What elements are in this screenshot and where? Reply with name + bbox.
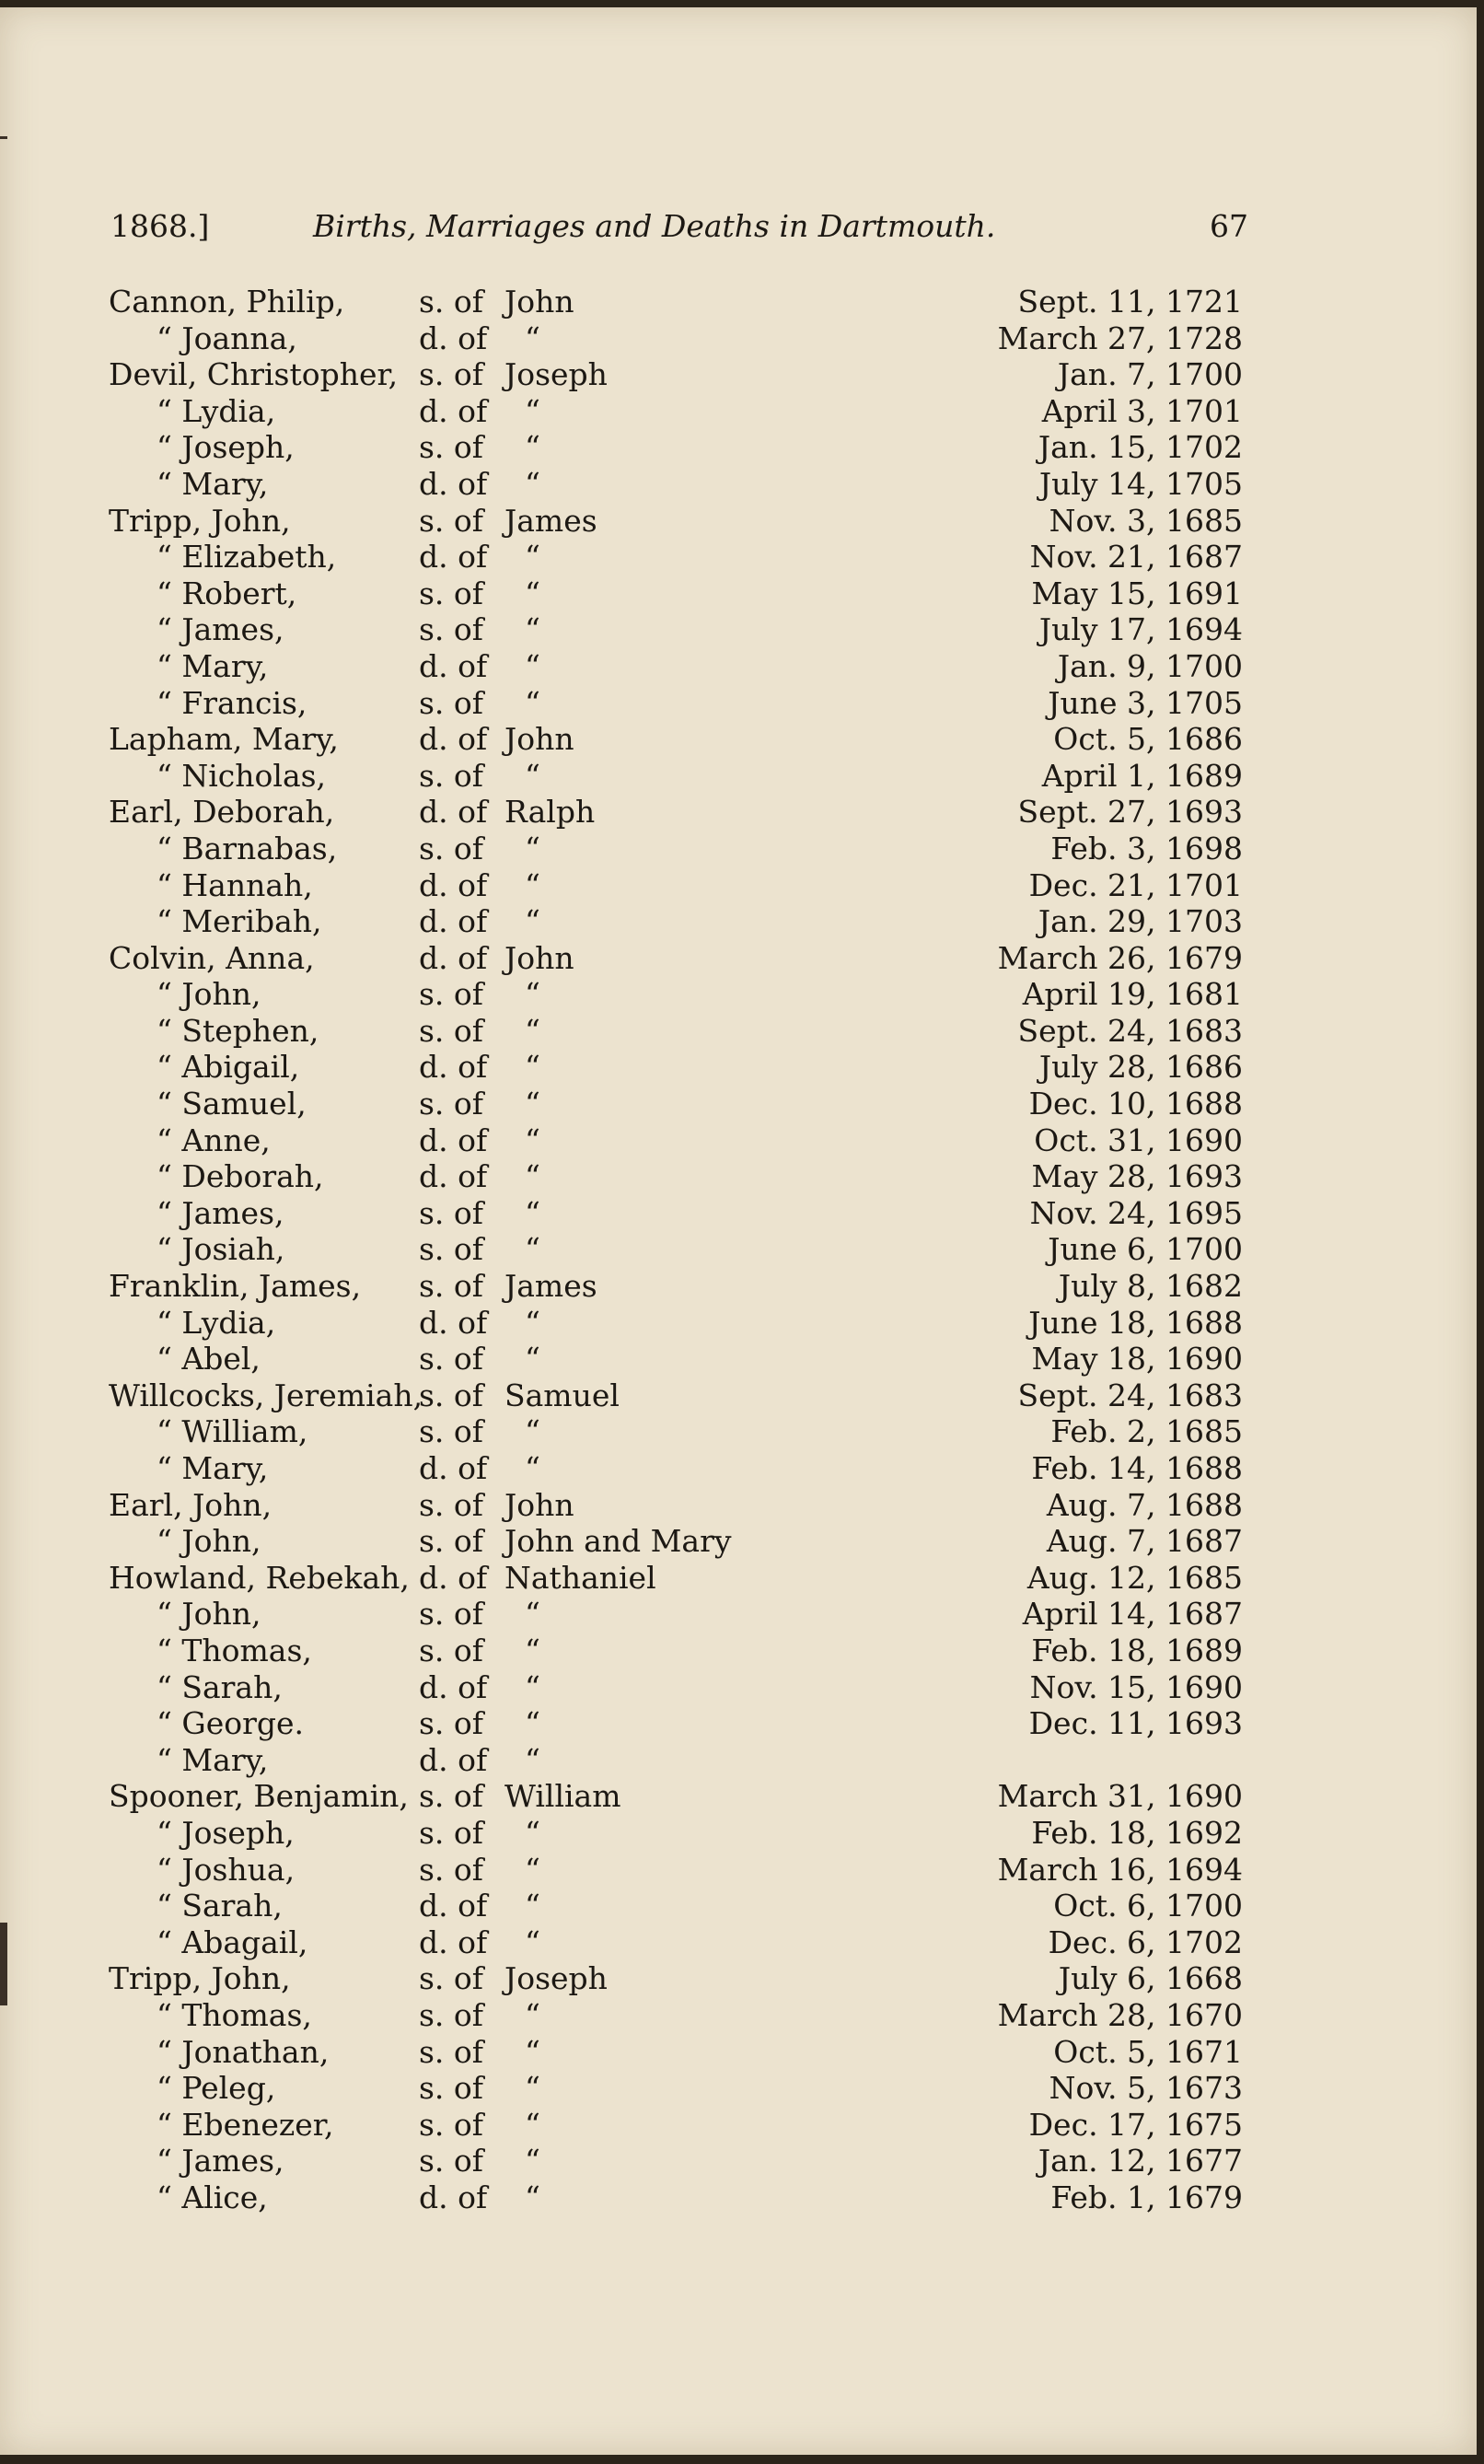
record-parent: “ <box>525 1851 540 1888</box>
record-row <box>0 867 1477 904</box>
record-relation: d. of <box>419 539 488 575</box>
record-row <box>0 1231 1477 1268</box>
record-parent: “ <box>525 320 540 356</box>
record-date: Feb. 1, 1679 <box>1050 2179 1243 2215</box>
record-date: Feb. 3, 1698 <box>1050 830 1243 866</box>
record-row <box>0 1049 1477 1086</box>
record-row <box>0 429 1477 466</box>
record-date: Jan. 15, 1702 <box>1038 429 1243 466</box>
record-name: “ Jonathan, <box>157 2033 330 2070</box>
record-parent: “ <box>525 1741 540 1778</box>
record-name: “ Samuel, <box>157 1086 307 1122</box>
record-name: “ John, <box>157 1596 261 1633</box>
record-name: Willcocks, Jeremiah, <box>109 1377 423 1413</box>
header-year: 1868.] <box>110 208 210 244</box>
record-date: Nov. 15, 1690 <box>1029 1668 1243 1705</box>
record-date: June 3, 1705 <box>1048 684 1243 721</box>
record-row <box>0 2179 1477 2216</box>
record-parent: John <box>504 284 574 320</box>
record-parent: “ <box>525 1596 540 1633</box>
record-row <box>0 1742 1477 1779</box>
record-name: Lapham, Mary, <box>109 721 339 758</box>
record-name: “ Abagail, <box>157 1924 308 1960</box>
record-date: Jan. 12, 1677 <box>1038 2143 1243 2179</box>
record-parent: “ <box>525 830 540 866</box>
record-date: Sept. 24, 1683 <box>1017 1012 1243 1049</box>
record-relation: s. of <box>419 1778 483 1815</box>
record-relation: d. of <box>419 1888 488 1924</box>
record-parent: “ <box>525 1012 540 1049</box>
record-row <box>0 685 1477 722</box>
record-parent: “ <box>525 1413 540 1450</box>
record-name: “ Mary, <box>157 1741 269 1778</box>
record-relation: d. of <box>419 794 488 831</box>
record-parent: “ <box>525 1304 540 1341</box>
record-relation: d. of <box>419 939 488 976</box>
record-date: Nov. 5, 1673 <box>1049 2070 1243 2107</box>
record-date: Dec. 21, 1701 <box>1028 866 1243 903</box>
record-row <box>0 611 1477 648</box>
record-row <box>0 1487 1477 1524</box>
book-page <box>0 7 1477 2455</box>
record-parent: James <box>504 1268 597 1305</box>
record-date: Oct. 5, 1671 <box>1053 2033 1243 2070</box>
record-row <box>0 284 1477 320</box>
record-row <box>0 503 1477 540</box>
record-date: Jan. 29, 1703 <box>1038 903 1243 940</box>
record-name: “ John, <box>157 976 261 1013</box>
record-name: “ Mary, <box>157 647 269 684</box>
record-row <box>0 1705 1477 1742</box>
record-row <box>0 1852 1477 1889</box>
record-date: Nov. 24, 1695 <box>1029 1194 1243 1231</box>
record-name: “ Francis, <box>157 684 307 721</box>
record-row <box>0 1122 1477 1159</box>
record-name: “ Joshua, <box>157 1851 296 1888</box>
record-relation: d. of <box>419 721 488 758</box>
record-date: Oct. 31, 1690 <box>1034 1122 1243 1158</box>
record-relation: d. of <box>419 1122 488 1158</box>
record-parent: Samuel <box>504 1377 620 1413</box>
record-relation: s. of <box>419 684 483 721</box>
record-date: Feb. 18, 1692 <box>1031 1814 1243 1851</box>
record-parent: “ <box>525 2106 540 2143</box>
record-date: July 28, 1686 <box>1038 1049 1243 1086</box>
record-parent: James <box>504 502 597 539</box>
record-name: “ Hannah, <box>157 866 313 903</box>
record-name: “ Josiah, <box>157 1231 285 1268</box>
record-row <box>0 794 1477 831</box>
record-date: March 26, 1679 <box>997 939 1243 976</box>
record-row <box>0 1158 1477 1195</box>
record-name: “ Mary, <box>157 465 269 502</box>
record-row <box>0 1341 1477 1377</box>
record-relation: s. of <box>419 1814 483 1851</box>
record-row <box>0 940 1477 977</box>
record-row <box>0 1523 1477 1560</box>
record-row <box>0 903 1477 940</box>
record-parent: Ralph <box>504 794 596 831</box>
record-parent: “ <box>525 2033 540 2070</box>
record-row <box>0 1450 1477 1487</box>
header-title: Births, Marriages and Deaths in Dartmouth. <box>313 208 996 244</box>
record-relation: s. of <box>419 2143 483 2179</box>
record-date: July 14, 1705 <box>1038 465 1243 502</box>
record-name: “ Barnabas, <box>157 830 338 866</box>
record-row <box>0 2034 1477 2071</box>
record-relation: s. of <box>419 830 483 866</box>
record-relation: s. of <box>419 757 483 794</box>
record-name: “ James, <box>157 2143 284 2179</box>
record-name: “ James, <box>157 1194 284 1231</box>
record-parent: “ <box>525 2179 540 2215</box>
record-relation: d. of <box>419 1559 488 1596</box>
record-name: “ Alice, <box>157 2179 268 2215</box>
record-relation: d. of <box>419 903 488 940</box>
record-row <box>0 976 1477 1013</box>
record-parent: “ <box>525 757 540 794</box>
record-row <box>0 758 1477 795</box>
record-parent: “ <box>525 465 540 502</box>
record-relation: s. of <box>419 1596 483 1633</box>
record-row <box>0 2143 1477 2179</box>
record-date: Aug. 12, 1685 <box>1026 1559 1243 1596</box>
record-row <box>0 393 1477 430</box>
record-date: Jan. 9, 1700 <box>1057 647 1243 684</box>
record-row <box>0 356 1477 393</box>
record-relation: d. of <box>419 392 488 429</box>
record-parent: “ <box>525 611 540 648</box>
record-parent: “ <box>525 1194 540 1231</box>
record-date: Sept. 27, 1693 <box>1017 794 1243 831</box>
record-date: Dec. 17, 1675 <box>1028 2106 1243 2143</box>
record-name: Tripp, John, <box>109 502 291 539</box>
record-parent: “ <box>525 1632 540 1668</box>
record-relation: s. of <box>419 976 483 1013</box>
record-row <box>0 1997 1477 2034</box>
record-name: “ Lydia, <box>157 392 276 429</box>
record-row <box>0 1669 1477 1706</box>
record-relation: s. of <box>419 502 483 539</box>
record-date: May 18, 1690 <box>1031 1341 1243 1377</box>
record-name: “ Thomas, <box>157 1632 312 1668</box>
record-row <box>0 1596 1477 1633</box>
record-row <box>0 1633 1477 1669</box>
record-relation: s. of <box>419 1996 483 2033</box>
record-date: June 6, 1700 <box>1048 1231 1243 1268</box>
record-row <box>0 539 1477 575</box>
record-parent: John <box>504 1486 574 1523</box>
record-relation: s. of <box>419 1377 483 1413</box>
record-date: Aug. 7, 1687 <box>1046 1523 1243 1560</box>
record-row <box>0 1086 1477 1122</box>
record-relation: s. of <box>419 2033 483 2070</box>
record-parent: “ <box>525 866 540 903</box>
record-parent: “ <box>525 976 540 1013</box>
record-name: Howland, Rebekah, <box>109 1559 410 1596</box>
record-parent: “ <box>525 1888 540 1924</box>
record-relation: s. of <box>419 429 483 466</box>
record-date: Dec. 10, 1688 <box>1028 1086 1243 1122</box>
record-name: Tripp, John, <box>109 1960 291 1997</box>
record-parent: “ <box>525 1996 540 2033</box>
record-relation: d. of <box>419 1450 488 1486</box>
record-relation: d. of <box>419 866 488 903</box>
record-parent: “ <box>525 1086 540 1122</box>
record-date: May 28, 1693 <box>1031 1158 1243 1195</box>
record-date: Feb. 18, 1689 <box>1031 1632 1243 1668</box>
record-relation: d. of <box>419 1049 488 1086</box>
record-parent: “ <box>525 429 540 466</box>
record-relation: s. of <box>419 1632 483 1668</box>
record-relation: s. of <box>419 1194 483 1231</box>
record-row <box>0 1195 1477 1232</box>
record-relation: d. of <box>419 465 488 502</box>
record-relation: s. of <box>419 575 483 611</box>
record-parent: Joseph <box>504 1960 608 1997</box>
record-date: Sept. 11, 1721 <box>1017 284 1243 320</box>
record-row <box>0 1778 1477 1815</box>
record-name: “ George. <box>157 1705 305 1742</box>
record-name: “ Sarah, <box>157 1888 283 1924</box>
record-relation: s. of <box>419 1705 483 1742</box>
record-row <box>0 2107 1477 2144</box>
record-parent: “ <box>525 2070 540 2107</box>
record-date: July 6, 1668 <box>1058 1960 1243 1997</box>
record-date: March 16, 1694 <box>997 1851 1243 1888</box>
record-date: Dec. 11, 1693 <box>1028 1705 1243 1742</box>
record-row <box>0 831 1477 867</box>
record-relation: s. of <box>419 1960 483 1997</box>
record-parent: “ <box>525 903 540 940</box>
record-name: “ Mary, <box>157 1450 269 1486</box>
record-row <box>0 1888 1477 1924</box>
record-date: March 31, 1690 <box>997 1778 1243 1815</box>
record-parent: Nathaniel <box>504 1559 656 1596</box>
record-name: “ Abigail, <box>157 1049 300 1086</box>
record-relation: s. of <box>419 611 483 648</box>
record-date: Feb. 2, 1685 <box>1050 1413 1243 1450</box>
record-parent: John <box>504 939 574 976</box>
record-parent: John and Mary <box>504 1523 732 1560</box>
record-relation: d. of <box>419 1741 488 1778</box>
record-row <box>0 1924 1477 1961</box>
record-name: “ Deborah, <box>157 1158 324 1195</box>
record-row <box>0 648 1477 685</box>
record-relation: d. of <box>419 2179 488 2215</box>
record-row <box>0 1960 1477 1997</box>
record-parent: “ <box>525 1341 540 1377</box>
record-name: “ Nicholas, <box>157 757 327 794</box>
record-date: April 1, 1689 <box>1041 757 1243 794</box>
record-name: Colvin, Anna, <box>109 939 315 976</box>
record-row <box>0 721 1477 758</box>
record-date: Oct. 6, 1700 <box>1053 1888 1243 1924</box>
record-relation: d. of <box>419 1924 488 1960</box>
record-row <box>0 1377 1477 1414</box>
record-relation: s. of <box>419 1341 483 1377</box>
record-name: “ James, <box>157 611 284 648</box>
record-name: Earl, John, <box>109 1486 272 1523</box>
record-parent: “ <box>525 1705 540 1742</box>
record-parent: “ <box>525 392 540 429</box>
record-relation: s. of <box>419 1086 483 1122</box>
record-name: “ Robert, <box>157 575 297 611</box>
record-row <box>0 2070 1477 2107</box>
page-header <box>110 208 1248 256</box>
record-parent: “ <box>525 647 540 684</box>
record-row <box>0 1305 1477 1342</box>
record-name: Cannon, Philip, <box>109 284 345 320</box>
record-row <box>0 320 1477 357</box>
record-date: May 15, 1691 <box>1031 575 1243 611</box>
record-parent: “ <box>525 1049 540 1086</box>
record-relation: s. of <box>419 1231 483 1268</box>
record-date: Nov. 21, 1687 <box>1029 539 1243 575</box>
record-parent: “ <box>525 1668 540 1705</box>
record-name: “ John, <box>157 1523 261 1560</box>
record-date: March 28, 1670 <box>997 1996 1243 2033</box>
record-parent: “ <box>525 1924 540 1960</box>
record-name: “ Peleg, <box>157 2070 276 2107</box>
record-date: Sept. 24, 1683 <box>1017 1377 1243 1413</box>
record-name: “ Joseph, <box>157 1814 295 1851</box>
record-relation: d. of <box>419 1668 488 1705</box>
record-row <box>0 1013 1477 1050</box>
record-relation: s. of <box>419 1012 483 1049</box>
record-date: July 8, 1682 <box>1058 1268 1243 1305</box>
record-relation: s. of <box>419 1523 483 1560</box>
record-date: June 18, 1688 <box>1028 1304 1243 1341</box>
record-name: Devil, Christopher, <box>109 356 399 393</box>
record-row <box>0 466 1477 503</box>
record-row <box>0 1413 1477 1450</box>
record-parent: “ <box>525 1450 540 1486</box>
record-parent: “ <box>525 1231 540 1268</box>
record-relation: d. of <box>419 1304 488 1341</box>
record-row <box>0 1815 1477 1852</box>
record-relation: s. of <box>419 2106 483 2143</box>
record-name: Earl, Deborah, <box>109 794 335 831</box>
record-parent: “ <box>525 1814 540 1851</box>
record-relation: s. of <box>419 1268 483 1305</box>
record-name: “ Sarah, <box>157 1668 283 1705</box>
record-name: “ Joseph, <box>157 429 295 466</box>
record-name: “ Anne, <box>157 1122 271 1158</box>
record-date: Oct. 5, 1686 <box>1053 721 1243 758</box>
record-row <box>0 575 1477 612</box>
record-parent: Joseph <box>504 356 608 393</box>
record-parent: “ <box>525 575 540 611</box>
record-relation: d. of <box>419 320 488 356</box>
record-name: “ Elizabeth, <box>157 539 337 575</box>
record-date: April 19, 1681 <box>1022 976 1243 1013</box>
record-date: Dec. 6, 1702 <box>1048 1924 1243 1960</box>
record-parent: John <box>504 721 574 758</box>
record-relation: s. of <box>419 284 483 320</box>
record-relation: s. of <box>419 1851 483 1888</box>
records-list <box>0 284 1477 2215</box>
record-relation: s. of <box>419 1413 483 1450</box>
record-date: April 14, 1687 <box>1022 1596 1243 1633</box>
record-name: “ Joanna, <box>157 320 297 356</box>
record-name: “ Lydia, <box>157 1304 276 1341</box>
record-date: Nov. 3, 1685 <box>1049 502 1243 539</box>
record-name: “ Ebenezer, <box>157 2106 334 2143</box>
record-relation: d. of <box>419 1158 488 1195</box>
record-name: “ Abel, <box>157 1341 261 1377</box>
record-parent: “ <box>525 2143 540 2179</box>
record-date: July 17, 1694 <box>1038 611 1243 648</box>
record-name: Franklin, James, <box>109 1268 362 1305</box>
record-name: Spooner, Benjamin, <box>109 1778 409 1815</box>
record-name: “ Thomas, <box>157 1996 312 2033</box>
page-edge-mark <box>0 136 7 139</box>
record-row <box>0 1268 1477 1305</box>
record-relation: d. of <box>419 647 488 684</box>
record-relation: s. of <box>419 356 483 393</box>
record-parent: “ <box>525 539 540 575</box>
record-parent: William <box>504 1778 621 1815</box>
record-name: “ Stephen, <box>157 1012 319 1049</box>
record-date: March 27, 1728 <box>997 320 1243 356</box>
record-relation: s. of <box>419 1486 483 1523</box>
record-parent: “ <box>525 684 540 721</box>
record-parent: “ <box>525 1158 540 1195</box>
page-number: 67 <box>1210 208 1248 244</box>
record-date: Jan. 7, 1700 <box>1057 356 1243 393</box>
record-date: Feb. 14, 1688 <box>1031 1450 1243 1486</box>
record-parent: “ <box>525 1122 540 1158</box>
record-name: “ William, <box>157 1413 308 1450</box>
record-date: April 3, 1701 <box>1041 392 1243 429</box>
record-relation: s. of <box>419 2070 483 2107</box>
record-name: “ Meribah, <box>157 903 322 940</box>
record-row <box>0 1560 1477 1597</box>
record-date: Aug. 7, 1688 <box>1046 1486 1243 1523</box>
